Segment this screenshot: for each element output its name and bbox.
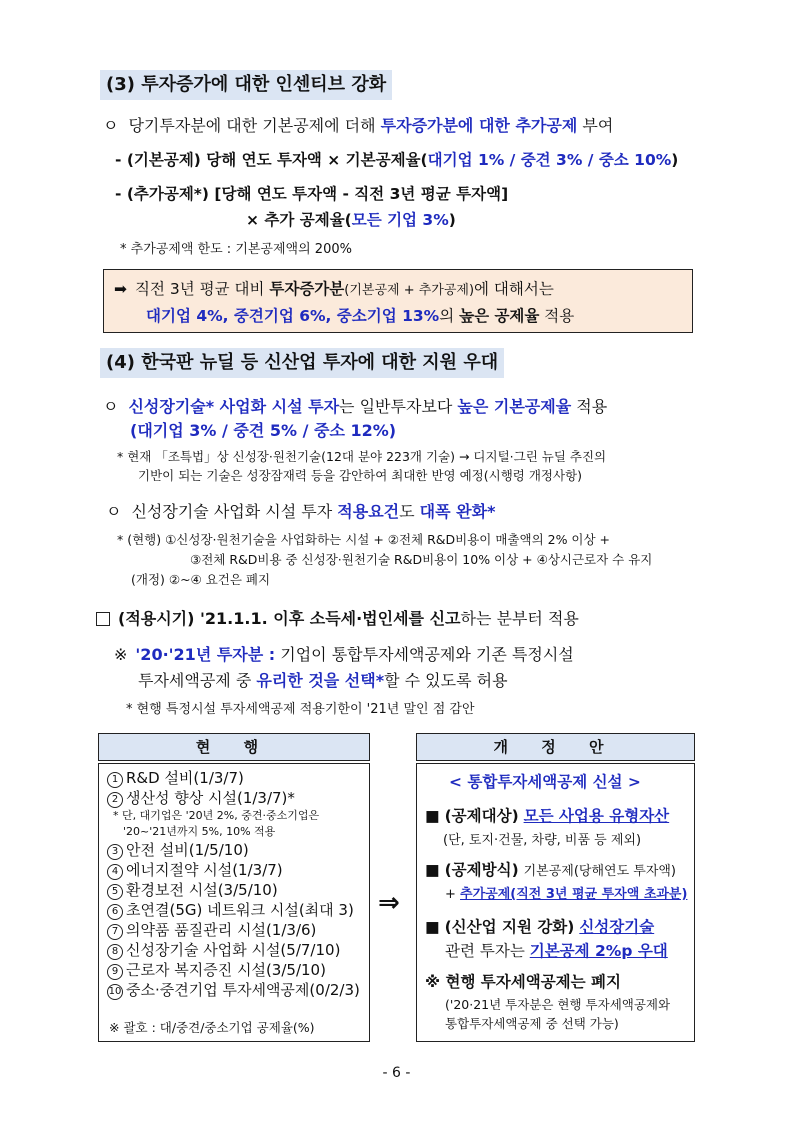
current-list-item: 6 초연결(5G) 네트워크 시설(최대 3) [107, 900, 365, 920]
circled-number: 5 [107, 884, 123, 900]
current-list-item: 4 에너지절약 시설(1/3/7) [107, 860, 365, 880]
current-list-item: 2 생산성 향상 시설(1/3/7)* [107, 788, 365, 808]
circled-number: 4 [107, 864, 123, 880]
section4-bullet2: ㅇ 신성장기술 사업화 시설 투자 적용요건도 대폭 완화* [106, 502, 496, 521]
current-sub-note-line2: '20~'21년까지 5%, 10% 적용 [123, 825, 276, 838]
proposal-abolish-sub1: ('20·21년 투자분은 현행 투자세액공제와 [445, 997, 671, 1012]
highlight-line1: ➡ 직전 3년 평균 대비 투자증가분(기본공제 + 추가공제)에 대해서는 [114, 280, 554, 298]
highlight-line2: 대기업 4%, 중견기업 6%, 중소기업 13%의 높은 공제율 적용 [146, 307, 575, 325]
timing-ref-line1: ※ '20·'21년 투자분 : 기업이 통합투자세액공제와 기존 특정시설 [114, 645, 574, 664]
section4-note2-line2: ③전체 R&D비용 중 신성장·원천기술 R&D비용이 10% 이상 + ④상시근로자 수 유지 [190, 552, 653, 567]
section3-note: * 추가공제액 한도 : 기본공제액의 200% [120, 242, 352, 257]
arrow-right-icon: ➡ [114, 280, 127, 298]
current-header: 현 행 [98, 733, 370, 761]
current-list-item: 5 환경보전 시설(3/5/10) [107, 880, 365, 900]
proposal-newindustry: ■ (신산업 지원 강화) 신성장기술 [425, 918, 655, 936]
proposal-title: < 통합투자세액공제 신설 > [449, 773, 641, 791]
circled-number: 2 [107, 792, 123, 808]
current-footer: ※ 괄호 : 대/중견/중소기업 공제율(%) [109, 1020, 315, 1035]
section4-heading: (4) 한국판 뉴딜 등 신산업 투자에 대한 지원 우대 [100, 348, 504, 378]
section3-basic-deduction: - (기본공제) 당해 연도 투자액 × 기본공제율(대기업 1% / 중견 3% / 중소 10%) [115, 151, 679, 169]
section4-note1-line1: * 현재 「조특법」상 신성장·원천기술(12대 분야 223개 기술) → 디지털·그린 뉴딜 추진의 [117, 449, 607, 464]
section3-highlight-box [103, 269, 693, 333]
proposal-abolish-sub2: 통합투자세액공제 중 선택 가능) [445, 1016, 619, 1031]
section3-additional-deduction: - (추가공제*) [당해 연도 투자액 - 직전 3년 평균 투자액] [115, 185, 509, 203]
timing-line: (적용시기) '21.1.1. 이후 소득세·법인세를 신고하는 분부터 적용 [96, 606, 579, 629]
page-number: - 6 - [382, 1065, 411, 1081]
circled-number: 9 [107, 964, 123, 980]
proposal-newindustry-sub: 관련 투자는 기본공제 2%p 우대 [445, 942, 668, 960]
square-bullet-icon: ■ [425, 918, 440, 936]
section4-note2-line1: * (현행) ①신성장·원천기술을 사업화하는 시설 + ②전체 R&D비용이 매출액의 2% 이상 + [117, 532, 611, 547]
section4-bullet1-rates: (대기업 3% / 중견 5% / 중소 12%) [130, 421, 397, 440]
section4-note1-line2: 기반이 되는 기술은 성장잠재력 등을 감안하여 최대한 반영 예정(시행령 개정사항) [138, 468, 582, 483]
section4-bullet1: ㅇ 신성장기술* 사업화 시설 투자는 일반투자보다 높은 기본공제율 적용 [103, 397, 608, 416]
proposal-box [416, 763, 695, 1042]
circled-number: 6 [107, 904, 123, 920]
circled-number: 1 [107, 772, 123, 788]
proposal-header: 개 정 안 [416, 733, 695, 761]
square-bullet-icon: ■ [425, 807, 440, 825]
checkbox-square-icon [96, 612, 110, 626]
square-bullet-icon: ■ [425, 861, 440, 879]
current-list-item: 9 근로자 복지증진 시설(3/5/10) [107, 960, 365, 980]
circled-number: 7 [107, 924, 123, 940]
current-list-item: 10 중소·중견기업 투자세액공제(0/2/3) [108, 981, 360, 999]
circled-number: 8 [107, 944, 123, 960]
current-sub-note-line1: * 단, 대기업은 '20년 2%, 중견·중소기업은 [113, 809, 320, 822]
current-list-item: 3 안전 설비(1/5/10) [107, 840, 365, 860]
proposal-method: ■ (공제방식) 기본공제(당해연도 투자액) [425, 861, 677, 879]
current-list-item: 1 R&D 설비(1/3/7) [107, 768, 365, 788]
timing-ref-line2: 투자세액공제 중 유리한 것을 선택*할 수 있도록 허용 [138, 671, 508, 690]
section3-bullet1: ㅇ 당기투자분에 대한 기본공제에 더해 투자증가분에 대한 추가공제 부여 [103, 116, 614, 135]
circled-number: 3 [107, 844, 123, 860]
proposal-target: ■ (공제대상) 모든 사업용 유형자산 [425, 807, 670, 825]
current-list-item: 8 신성장기술 사업화 시설(5/7/10) [107, 940, 365, 960]
current-list-item: 7 의약품 품질관리 시설(1/3/6) [107, 920, 365, 940]
proposal-target-sub: (단, 토지·건물, 차량, 비품 등 제외) [443, 833, 642, 848]
circled-number: 10 [107, 984, 123, 1000]
arrow-double-right-icon: ⇒ [378, 888, 400, 918]
proposal-abolish: ※ 현행 투자세액공제는 폐지 [425, 973, 621, 991]
section3-additional-rate: × 추가 공제율(모든 기업 3%) [246, 211, 456, 229]
section3-heading: (3) 투자증가에 대한 인센티브 강화 [100, 70, 392, 100]
proposal-method-sub: + 추가공제(직전 3년 평균 투자액 초과분) [445, 887, 688, 902]
current-list [107, 768, 365, 1000]
section4-note2-line3: (개정) ②~④ 요건은 폐지 [131, 572, 271, 587]
timing-note: * 현행 특정시설 투자세액공제 적용기한이 '21년 말인 점 감안 [126, 702, 475, 717]
current-box [98, 763, 370, 1042]
